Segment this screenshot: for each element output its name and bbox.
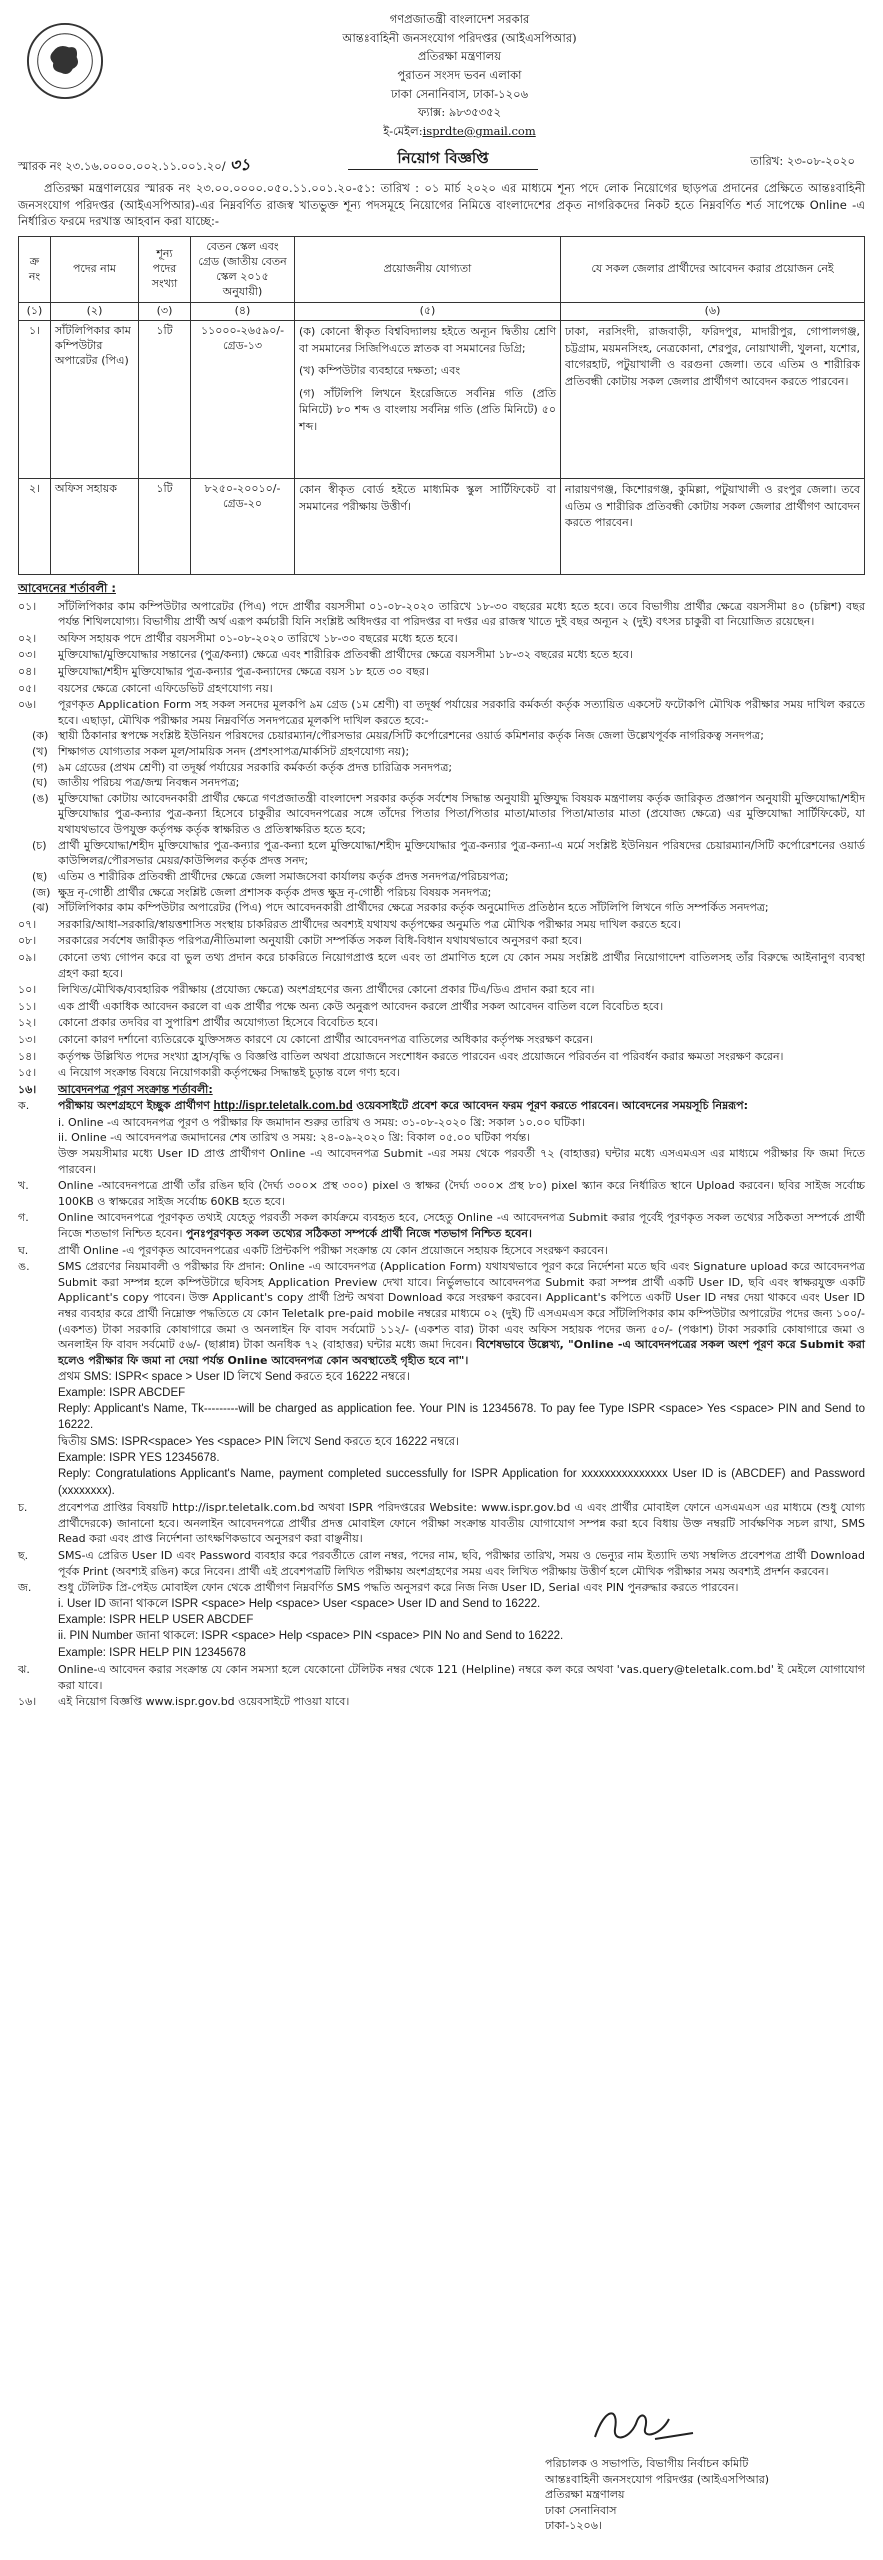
condition-text: এক প্রার্থী একাধিক আবেদন করলে বা এক প্রার্থীর পক্ষে অন্য কেউ অনুরূপ আবেদন করলে প্রার্থীর সকল আবেদন বাতিল বলে বিবেচিত হবে। [58,999,664,1013]
qualification-item: (খ) কম্পিউটার ব্যবহারে দক্ষতা; এবং [299,364,461,378]
sub-condition-item [18,869,865,885]
sub-condition-number: (জ) [32,885,51,899]
sub-condition-item [18,900,865,916]
apply-item-k [18,1098,865,1177]
sms-payment-warning: বিশেষভাবে উল্লেখ্য, "Online -এ আবেদনপত্রের সকল অংশ পূরণ করে Submit করা হলেও পরীক্ষার ফি জমা না দেয়া পর্যন্ত Online আবেদনপত্র কোন অবস্থাতেই গৃহীত হবে না"। [58,1338,865,1367]
sub-condition-number: (খ) [32,745,48,759]
sms-second: দ্বিতীয় SMS: ISPR<space> Yes <space> PIN লিখে Send করতে হবে 16222 নম্বরে। [58,1435,460,1448]
sub-condition-item [18,885,865,901]
apply-label: ঝ. [18,1663,30,1677]
condition-text: সাঁটলিপিকার কাম কম্পিউটার অপারেটর (পিএ) পদে প্রার্থীর বয়সসীমা ০১-০৮-২০২০ তারিখে ১৮-৩০ বছরের মধ্যে হতে হবে। তবে বিভাগীয় প্রার্থীর ক্ষেত্রে বয়সসীমা ৪০ (চল্লিশ) বছর পর্যন্ত শিথিলযোগ্য। বিভাগীয় প্রার্থী অর্থ এরূপ কর্মচারী যিনি সংশ্লিষ্ট অধিদপ্তর বা পরিদপ্তর বা দপ্তর এর রাজস্ব খাতে দুই বছর অন্যূন ২ (দুই) বৎসর চাকুরী বা নিয়োজিত রয়েছেন। [58,599,865,629]
sub-condition-item [18,838,865,869]
condition-number: ০৭। [18,917,37,931]
condition-number: ১৬। [18,1695,37,1709]
condition-text: বয়সের ক্ষেত্রে কোনো এফিডেভিট গ্রহণযোগ্য নয়। [58,681,273,695]
signature-block [545,2399,855,2534]
apply-label: খ. [18,1179,29,1193]
column-number: (৬) [561,303,865,321]
qualification-cell [295,479,561,575]
apply-item-kh [18,1178,865,1209]
header-cell: বেতন স্কেল এবং গ্রেড (জাতীয় বেতন স্কেল ২০১৫ অনুযায়ী) [191,237,295,303]
condition-text: মুক্তিযোদ্ধা/শহীদ মুক্তিযোদ্ধার পুত্র-কন্যার পুত্র-কন্যাদের ক্ষেত্রে বয়স ১৮ হতে ৩০ বছর। [58,664,429,678]
condition-text: কর্তৃপক্ষ উল্লিখিত পদের সংখ্যা হ্রাস/বৃদ্ধি ও বিজ্ঞপ্তি বাতিল অথবা প্রয়োজনে সংশোধন করতে পারবেন এবং প্রয়োজনে পরিবর্তন বা পরিবর্ধন করার ক্ষমতা সংরক্ষণ করেন। [58,1049,784,1063]
vacancy-count-cell: ১টি [139,479,191,575]
qualification-item: কোন স্বীকৃত বোর্ড হইতে মাধ্যমিক স্কুল সার্টিফিকেট বা সমমানের পরীক্ষায় উত্তীর্ণ। [299,483,556,513]
table-row [19,479,865,575]
apply-item-jh [18,1662,865,1693]
pay-scale-cell: ৮২৫০-২০০১০/- গ্রেড-২০ [191,479,295,575]
qualification-item: (ক) কোনো স্বীকৃত বিশ্ববিদ্যালয় হইতে অন্যূন দ্বিতীয় শ্রেণি বা সমমানের সিজিপিএতে স্নাতক বা সমমানের ডিগ্রি; [299,325,556,355]
header-line: ঢাকা সেনানিবাস, ঢাকা-১২০৬ [390,86,529,101]
condition-item [18,1694,865,1710]
printout-text: প্রার্থী Online -এ পূরণকৃত আবেদনপত্রের একটি প্রিন্টকপি পরীক্ষা সংক্রান্ত যে কোন প্রয়োজনে সহায়ক হিসেবে সংরক্ষণ করবেন। [58,1243,608,1257]
recovery-user-id: i. User ID জানা থাকলে ISPR <space> Help <space> User <space> User ID and Send to 16222. [58,1597,541,1610]
condition-number: ০৫। [18,681,37,695]
condition-text: সরকারি/আধা-সরকারি/স্বায়ত্তশাসিত সংস্থায় চাকরিরত প্রার্থীদের অবশ্যই যথাযথ কর্তৃপক্ষের অনুমতি পত্র মৌখিক পরীক্ষার সময় দাখিল করতে হবে। [58,917,681,931]
header-cell: ক্র নং [19,237,51,303]
admit-download-text: SMS-এ প্রেরিত User ID এবং Password ব্যবহার করে পরবর্তীতে রোল নম্বর, পদের নাম, ছবি, পরীক্ষার তারিখ, সময় ও ভেন্যুর নাম ইত্যাদি তথ্য সম্বলিত প্রবেশপত্র প্রার্থী Download পূর্বক Print (অবশ্যই রঙিন) করে নিবেন। প্রার্থী এই প্রবেশপত্রটি লিখিত পরীক্ষায় অংশগ্রহণের সময় এবং লিখিত পরীক্ষায় উত্তীর্ণ হলে মৌখিক পরীক্ষার সময় অবশ্যই প্রদর্শন করবেন। [58,1548,865,1578]
condition-number: ০২। [18,631,37,645]
condition-number: ০৪। [18,664,37,678]
government-seal-logo [26,22,104,100]
email-label: ই-মেইল: [383,123,423,138]
conditions-list [18,599,865,1710]
condition-item [18,1065,865,1081]
admit-card-text: প্রবেশপত্র প্রাপ্তির বিষয়টি http://ispr.teletalk.com.bd অথবা ISPR পরিদপ্তরের Website: www.ispr.gov.bd এ এবং প্রার্থীর মোবাইল ফোনে এসএমএস এর মাধ্যমে (শুধু যোগ্য প্রার্থীদেরকে) জানানো হবে। অনলাইন আবেদনপত্রে প্রার্থীর প্রদত্ত মোবাইল ফোনে পরীক্ষা সংক্রান্ত যাবতীয় যোগাযোগ সম্পন্ন করা হবে বিধায় উক্ত নম্বরটি সার্বক্ষণিক সচল রাখা, SMS Read করা এবং প্রাপ্ত নির্দেশনা তাৎক্ষণিকভাবে অনুসরণ করা বাঞ্ছনীয়। [58,1501,865,1546]
memo-handwritten-number: ৩১ [229,155,251,174]
memo-reference [18,154,250,175]
sub-condition-number: (ঙ) [32,791,49,805]
sub-condition-text: মুক্তিযোদ্ধা কোটায় আবেদনকারী প্রার্থীর ক্ষেত্রে গণপ্রজাতন্ত্রী বাংলাদেশ সরকার কর্তৃক সর্বশেষ সিদ্ধান্ত অনুযায়ী মুক্তিযুদ্ধ বিষয়ক মন্ত্রণালয় কর্তৃক জারিকৃত প্রজ্ঞাপন অনুযায়ী মুক্তিযোদ্ধা/শহীদ মুক্তিযোদ্ধার পুত্র-কন্যার পুত্র-কন্যা হিসেবে চাকুরীর আবেদনপত্রের সঙ্গে তাঁদের পিতার পিতা/পিতার মাতা/মাতার পিতা/মাতার মাতা (প্রযোজ্য ক্ষেত্রে) এর মুক্তিযোদ্ধা সার্টিফিকেট, যা যথাযথভাবে উপযুক্ত কর্তৃপক্ষ কর্তৃক স্বাক্ষরিত ও প্রতিস্বাক্ষরিত হতে হবে; [58,791,865,837]
condition-number: ০৮। [18,934,37,948]
sub-condition-text: প্রার্থী মুক্তিযোদ্ধা/শহীদ মুক্তিযোদ্ধার পুত্র-কন্যার পুত্র-কন্যা হলে মুক্তিযোদ্ধা/শহীদ মুক্তিযোদ্ধার পুত্র-কন্যার পুত্র-কন্যা-এ মর্মে সংশ্লিষ্ট ইউনিয়ন পরিষদের চেয়ারম্যান/সিটি কর্পোরেশনের ওয়ার্ড কাউন্সিলর/পৌরসভার মেয়র/কাউন্সিলর কর্তৃক প্রদত্ত সনদ; [58,838,865,868]
header-cell: যে সকল জেলার প্রার্থীদের আবেদন করার প্রয়োজন নেই [561,237,865,303]
sub-condition-item [18,728,865,744]
letterhead [18,8,865,178]
condition-text: আবেদনপত্র পূরণ সংক্রান্ত শর্তাবলী: [58,1082,213,1096]
photo-upload-text: Online -আবেদনপত্রে প্রার্থী তাঁর রঙিন ছবি (দৈর্ঘ্য ৩০০× প্রস্থ ৩০০) pixel ও স্বাক্ষর (দৈর্ঘ্য ৩০০× প্রস্থ ৮০) pixel স্ক্যান করে নির্ধারিত স্থানে Upload করবেন। ছবির সাইজ সর্বোচ্চ 100KB ও স্বাক্ষরের সাইজ সর্বোচ্চ 60KB হতে হবে। [58,1179,865,1208]
condition-item [18,631,865,647]
apply-text [58,1259,865,1499]
schedule-end: ii. Online -এ আবেদনপত্র জমাদানের শেষ তারিখ ও সময়: ২৪-০৯-২০২০ খ্রি: বিকাল ০৫.০০ ঘটিকা পর্যন্ত। [58,1131,531,1145]
column-number: (৪) [191,303,295,321]
header-line: প্রতিরক্ষা মন্ত্রণালয় [417,49,502,64]
apply-k-text-1: পরীক্ষায় অংশগ্রহণে ইচ্ছুক প্রার্থীগণ [58,1099,210,1113]
condition-number: ০৯। [18,950,37,964]
serial-cell: ১। [19,321,51,479]
signatory-line: ঢাকা সেনানিবাস [545,2503,617,2517]
column-number: (২) [51,303,139,321]
data-accuracy-emphasis: পুনঃপূরণকৃত সকল তথ্যের সঠিকতা সম্পর্কে প্রার্থী নিজে শতভাগ নিশ্চিত হবেন। [185,1227,532,1241]
sub-condition-text: ৯ম গ্রেডের (প্রথম শ্রেণী) বা তদূর্ধ্ব পর্যায়ের সরকারি কর্মকর্তা কর্তৃক প্রদত্ত চারিত্রিক সনদপত্র; [58,760,453,774]
sub-condition-text: সাঁটলিপিকার কাম কম্পিউটার অপারেটর (পিএ) পদে আবেদনকারী প্রার্থীদের ক্ষেত্রে সরকার কর্তৃক অনুমোদিত প্রতিষ্ঠান হতে সাঁটলিপি লিখনে গতি সম্পর্কিত সনদপত্র; [58,901,769,915]
conditions-heading: আবেদনের শর্তাবলী : [18,581,116,596]
condition-number: ১১। [18,999,37,1013]
post-name-cell: সাঁটলিপিকার কাম কম্পিউটার অপারেটর (পিএ) [51,321,139,479]
condition-number: ১০। [18,983,37,997]
vacancy-count-cell: ১টি [139,321,191,479]
condition-item [18,982,865,998]
pay-scale-cell: ১১০০০-২৬৫৯০/- গ্রেড-১৩ [191,321,295,479]
condition-item [18,697,865,728]
table-row [19,321,865,479]
schedule-start: i. Online -এ আবেদনপত্র পূরণ ও পরীক্ষার ফি জমাদান শুরুর তারিখ ও সময়: ৩১-০৮-২০২০ খ্রি: সকাল ১০.০০ ঘটিকা। [58,1115,585,1129]
recovery-text: শুধু টেলিটক প্রি-পেইড মোবাইল ফোন থেকে প্রার্থীগণ নিম্নবর্ণিত SMS পদ্ধতি অনুসরণ করে নিজ নিজ User ID, Serial এবং PIN পুনরুদ্ধার করতে পারবেন। [58,1581,739,1595]
apply-label: ঙ. [18,1260,30,1274]
teletalk-apply-link[interactable]: http://ispr.teletalk.com.bd [213,1100,353,1113]
website-notice-text: এই নিয়োগ বিজ্ঞপ্তি www.ispr.gov.bd ওয়েবসাইটে পাওয়া যাবে। [58,1695,350,1709]
apply-item-gh [18,1243,865,1259]
condition-text: এ নিয়োগ সংক্রান্ত বিষয়ে নিয়োগকারী কর্তৃপক্ষের সিদ্ধান্তই চূড়ান্ত বলে গণ্য হবে। [58,1066,401,1080]
condition-text: অফিস সহায়ক পদে প্রার্থীর বয়সসীমা ০১-০৮-২০২০ তারিখে ১৮-৩০ বছরের মধ্যে হতে হবে। [58,631,458,645]
sms-second-example: Example: ISPR YES 12345678. [58,1452,220,1465]
sub-condition-number: (ঘ) [32,776,48,790]
condition-number: ০৬। [18,698,37,712]
memo-date: তারিখ: ২৩-০৮-২০২০ [750,154,855,168]
handwritten-signature [585,2399,705,2451]
apply-item-g [18,1210,865,1241]
header-cell: শূন্য পদের সংখ্যা [139,237,191,303]
sms-first-reply: Reply: Applicant's Name, Tk---------will be charged as application fee. Your PIN is 12345678. To pay fee Type ISPR <space> Yes <space> PIN and Send to 16222. [58,1403,865,1432]
header-line: গণপ্রজাতন্ত্রী বাংলাদেশ সরকার [389,12,530,26]
condition-item [18,599,865,630]
sub-condition-number: (ঝ) [32,901,49,915]
sub-condition-number: (চ) [32,838,47,852]
sub-condition-text: শিক্ষাগত যোগ্যতার সকল মূল/সাময়িক সনদ (প্রশংসাপত্র/মার্কসিট গ্রহণযোগ্য নয়); [58,745,410,759]
recovery-pin: ii. PIN Number জানা থাকলে: ISPR <space> Help <space> PIN <space> PIN No and Send to 16222. [58,1630,564,1643]
sub-condition-text: স্থায়ী ঠিকানার স্বপক্ষে সংশ্লিষ্ট ইউনিয়ন পরিষদের চেয়ারম্যান/পৌরসভার মেয়র/সিটি কর্পোরেশনের ওয়ার্ড কমিশনার কর্তৃক নিজ জেলা উল্লেখপূর্বক নাগরিকত্ব সনদপত্র; [58,729,764,743]
column-number-row [19,303,865,321]
condition-text: কোনো কারণ দর্শানো ব্যতিরেকে যুক্তিসঙ্গত কারণে যে কোনো প্রার্থীর আবেদনপত্র বাতিলের অধিকার কর্তৃপক্ষ সংরক্ষণ করেন। [58,1032,594,1046]
condition-item [18,1015,865,1031]
apply-item-chh [18,1548,865,1579]
column-number: (১) [19,303,51,321]
apply-item-j [18,1580,865,1661]
apply-label: গ. [18,1211,29,1225]
signatory-line: আন্তঃবাহিনী জনসংযোগ পরিদপ্তর (আইএসপিআর) [545,2472,770,2486]
post-name-cell: অফিস সহায়ক [51,479,139,575]
column-number: (৩) [139,303,191,321]
condition-item [18,917,865,933]
serial-cell: ২। [19,479,51,575]
sub-condition-text: এতিম ও শারীরিক প্রতিবন্ধী প্রার্থীদের ক্ষেত্রে জেলা সমাজসেবা কার্যালয় কর্তৃক প্রদত্ত সনদপত্র/পরিচয়পত্র; [58,869,509,883]
sub-condition-item [18,744,865,760]
condition-number: ১৪। [18,1049,37,1063]
reference-row [18,148,865,172]
condition-item [18,1032,865,1048]
condition-item [18,1049,865,1065]
email-line [218,122,701,141]
helpline-text: Online-এ আবেদন করার সংক্রান্ত যে কোন সমস্যা হলে যেকোনো টেলিটক নম্বর থেকে 121 (Helpline) নম্বরে কল করে অথবা 'vas.query@teletalk.com.bd' ই মেইলে যোগাযোগ করা যাবে। [58,1663,865,1692]
sub-condition-number: (ক) [32,729,49,743]
vacancy-table [18,236,865,575]
condition-number: ১৬। [18,1082,37,1096]
condition-item [18,664,865,680]
header-cell: পদের নাম [51,237,139,303]
recovery-pin-example: Example: ISPR HELP PIN 12345678 [58,1646,246,1659]
condition-item [18,1082,865,1098]
sms-first-example: Example: ISPR ABCDEF [58,1386,186,1399]
apply-text [58,1098,865,1177]
condition-item [18,681,865,697]
condition-number: ১৩। [18,1032,37,1046]
condition-text: লিখিত/মৌখিক/ব্যবহারিক পরীক্ষায় (প্রযোজ্য ক্ষেত্রে) অংশগ্রহণের জন্য প্রার্থীদের কোনো প্রকার টিএ/ডিএ প্রদান করা হবে না। [58,983,595,997]
apply-label: ছ. [18,1548,29,1562]
apply-label: চ. [18,1501,28,1515]
apply-label: জ. [18,1581,32,1595]
condition-item [18,950,865,981]
sub-condition-item [18,791,865,838]
excluded-districts-cell: ঢাকা, নরসিংদী, রাজবাড়ী, ফরিদপুর, মাদারীপুর, গোপালগঞ্জ, চট্টগ্রাম, ময়মনসিংহ, নেত্রকোনা, শেরপুর, নোয়াখালী, খুলনা, যশোর, বাগেরহাট, পটুয়াখালী ও বরগুনা জেলা। তবে এতিম ও শারীরিক প্রতিবন্ধী কোটায় সকল জেলার প্রার্থীগণ আবেদন করতে পারবেন। [561,321,865,479]
letterhead-lines [218,10,701,140]
signatory-line: পরিচালক ও সভাপতি, বিভাগীয় নির্বাচন কমিটি [545,2456,749,2470]
email-link[interactable]: isprdte@gmail.com [422,123,536,138]
condition-text: মুক্তিযোদ্ধা/মুক্তিযোদ্ধার সন্তানের (পুত্র/কন্যা) ক্ষেত্রে এবং শারীরিক প্রতিবন্ধী প্রার্থীদের ক্ষেত্রে বয়সসীমা ১৮-৩২ বছরের মধ্যে হতে হবে। [58,648,633,662]
apply-text [58,1210,865,1241]
header-line: ফ্যাক্স: ৯৮৩৫৩৫২ [417,105,502,120]
condition-text: সরকারের সর্বশেষ জারীকৃত পরিপত্র/নীতিমালা অনুযায়ী কোটা সম্পর্কিত সকল বিধি-বিধান যথাযথভাবে অনুসরণ করা হবে। [58,934,583,948]
sub-condition-text: জাতীয় পরিচয় পত্র/জন্ম নিবন্ধন সনদপত্র; [58,776,240,790]
sub-condition-item [18,775,865,791]
condition-text: কোনো প্রকার তদবির বা সুপারিশ প্রার্থীর অযোগ্যতা হিসেবে বিবেচিত হবে। [58,1016,379,1030]
recovery-user-id-example: Example: ISPR HELP USER ABCDEF [58,1614,254,1627]
condition-number: ১৫। [18,1066,37,1080]
sms-second-reply: Reply: Congratulations Applicant's Name, payment completed successfully for ISPR Application for xxxxxxxxxxxxxxx User ID is (ABCDEF) and Password (xxxxxxxx). [58,1468,865,1497]
table-header-row [19,237,865,303]
header-cell: প্রয়োজনীয় যোগ্যতা [295,237,561,303]
notice-title: নিয়োগ বিজ্ঞপ্তি [348,148,538,170]
condition-text: কোনো তথ্য গোপন করে বা ভুল তথ্য প্রদান করে চাকরিতে নিয়োগপ্রাপ্ত হলে এবং তা প্রমাণিত হলে যে কোন সময় সংশ্লিষ্ট প্রার্থীর নিয়োগাদেশ বাতিলসহ তাঁর বিরুদ্ধে আইনানুগ ব্যবস্থা গ্রহণ করা হবে। [58,950,865,980]
sms-first: প্রথম SMS: ISPR< space > User ID লিখে Send করতে হবে 16222 নম্বরে। [58,1370,410,1383]
condition-item [18,647,865,663]
apply-item-ch [18,1500,865,1547]
header-line: পুরাতন সংসদ ভবন এলাকা [397,67,522,82]
data-accuracy-text: Online আবেদনপত্রে পূরণকৃত তথ্যই যেহেতু পরবর্তী সকল কার্যক্রমে ব্যবহৃত হবে, সেহেতু Online -এ আবেদনপত্র Submit করার পূর্বেই পূরণকৃত সকল তথ্যের সঠিকতা সম্পর্কে প্রার্থী নিজে শতভাগ নিশ্চিত হবেন। [58,1211,865,1241]
apply-item-ng [18,1259,865,1499]
qualification-cell [295,321,561,479]
apply-label: ক. [18,1099,30,1113]
condition-number: ০১। [18,599,37,613]
signatory-line: প্রতিরক্ষা মন্ত্রণালয় [545,2488,625,2502]
condition-number: ০৩। [18,648,37,662]
column-number: (৫) [295,303,561,321]
condition-item [18,933,865,949]
sms-payment-text: SMS প্রেরণের নিয়মাবলী ও পরীক্ষার ফি প্রদান: Online -এ আবেদনপত্র (Application Form) যথাযথভাবে পূরণ করে নির্দেশনা মতে ছবি এবং Signature upload করে আবেদনপত্র Submit করা সম্পন্ন হলে কম্পিউটারে ছবিসহ Application Preview দেখা যাবে। নির্ভুলভাবে আবেদনপত্র Submit করা সম্পন্ন প্রার্থী একটি User ID, ছবি এবং স্বাক্ষরযুক্ত একটি Applicant's copy পাবেন। উক্ত Applicant's copy প্রার্থী প্রিন্ট অথবা Download করে সংরক্ষণ করবেন। Applicant's কপিতে একটি User ID নম্বর দেয়া থাকবে এবং User ID নম্বর ব্যবহার করে প্রার্থী নিম্নোক্ত পদ্ধতিতে যে কোন Teletalk pre-paid mobile নম্বরের মাধ্যমে ০২ (দুই) টি এসএমএস করে সাঁটলিপিকার কাম কম্পিউটার অপারেটর পদের জন্য ১০০/- (একশত) টাকা সরকারি কোষাগারে জমা ও অনলাইন ফি বাবদ সর্বমোট ১১২/- (একশত বার) টাকা এবং অফিস সহায়ক পদের জন্য ৫০/- (পঞ্চাশ) টাকা সরকারি কোষাগারে জমা ও অনলাইন ফি বাবদ সর্বমোট ৫৬/- (ছাপ্পান্ন) টাকা অনধিক ৭২ (বাহাত্তর) ঘন্টার মধ্যে জমা দিবেন। [58,1260,865,1352]
qualification-item: (গ) সাঁটলিপি লিখনে ইংরেজিতে সর্বনিম্ন গতি (প্রতি মিনিটে) ৮০ শব্দ ও বাংলায় সর্বনিম্ন গতি (প্রতি মিনিটে) ৫০ শব্দ। [299,386,556,433]
intro-paragraph: প্রতিরক্ষা মন্ত্রণালয়ের স্মারক নং ২৩.০০.০০০০.০৫০.১১.০০১.২০-৫১: তারিখ : ০১ মার্চ ২০২০ এর মাধ্যমে শূন্য পদে লোক নিয়োগের ছাড়পত্র প্রদানের প্রেক্ষিতে আন্তঃবাহিনী জনসংযোগ পরিদপ্তর (আইএসপিআর)-এর নিম্নবর্ণিত রাজস্ব খাতভুক্ত শূন্য পদসমূহে নিয়োগের নিমিত্তে বাংলাদেশের প্রকৃত নাগরিকদের নিকট হতে নিম্নবর্ণিত শর্ত সাপেক্ষে Online -এ নির্ধারিত ফরমে দরখাস্ত আহবান করা যাচ্ছে:- [18,181,865,229]
sub-condition-number: (ছ) [32,869,48,883]
sub-condition-number: (গ) [32,760,48,774]
signatory-line: ঢাকা-১২০৬। [545,2519,602,2533]
excluded-districts-cell: নারায়ণগঞ্জ, কিশোরগঞ্জ, কুমিল্লা, পটুয়াখালী ও রংপুর জেলা। তবে এতিম ও শারীরিক প্রতিবন্ধী কোটায় সকল জেলার প্রার্থীগণ আবেদন করতে পারবেন। [561,479,865,575]
apply-text [58,1580,865,1661]
sub-condition-text: ক্ষুদ্র নৃ-গোষ্ঠী প্রার্থীর ক্ষেত্রে সংশ্লিষ্ট জেলা প্রশাসক কর্তৃক প্রদত্ত ক্ষুদ্র নৃ-গোষ্ঠী পরিচয় বিষয়ক সনদপত্র; [58,885,492,899]
apply-label: ঘ. [18,1243,29,1257]
sub-condition-item [18,760,865,776]
header-line: আন্তঃবাহিনী জনসংযোগ পরিদপ্তর (আইএসপিআর) [342,30,577,45]
condition-number: ১২। [18,1016,37,1030]
schedule-note: উক্ত সময়সীমার মধ্যে User ID প্রাপ্ত প্রার্থীগণ Online -এ আবেদনপত্র Submit -এর সময় থেকে পরবর্তী ৭২ (বাহাত্তর) ঘন্টার মধ্যে এসএমএস এর মাধ্যমে পরীক্ষার ফি জমা দিতে পারবেন। [58,1146,865,1176]
condition-item [18,999,865,1015]
condition-text: পূরণকৃত Application Form সহ সকল সনদের মূলকপি ৯ম গ্রেড (১ম শ্রেণী) বা তদূর্ধ্ব পর্যায়ের সরকারি কর্মকর্তা কর্তৃক সত্যায়িত একসেট ফটোকপি মৌখিক পরীক্ষার সময় দাখিল করতে হবে। এছাড়া, মৌখিক পরীক্ষার সময় নিম্নবর্ণিত সনদপত্রের মূলকপি দাখিল করতে হবে:- [58,698,865,727]
apply-k-text-2: ওয়েবসাইটে প্রবেশ করে আবেদন ফরম পূরণ করতে পারবেন। আবেদনের সময়সূচি নিম্নরূপ: [356,1099,749,1113]
memo-number: স্মারক নং ২৩.১৬.০০০০.০০২.১১.০০১.২০/ [18,159,226,173]
